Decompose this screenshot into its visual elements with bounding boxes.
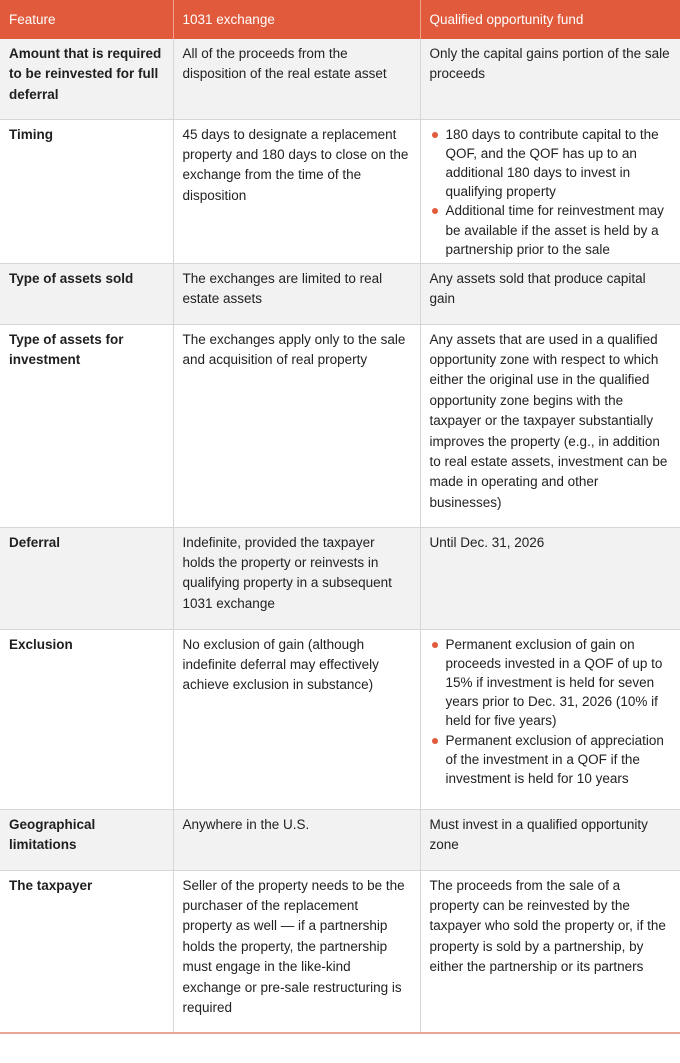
header-qualified-opportunity-fund: Qualified opportunity fund bbox=[420, 0, 680, 39]
exchange-cell: Anywhere in the U.S. bbox=[173, 809, 420, 870]
feature-cell: Type of assets for investment bbox=[0, 324, 173, 527]
exchange-cell: All of the proceeds from the disposition of the real estate asset bbox=[173, 39, 420, 119]
qof-cell bbox=[420, 629, 680, 809]
bullet-dot-icon bbox=[432, 642, 438, 648]
table-row bbox=[0, 324, 680, 527]
qof-cell: The proceeds from the sale of a property can be reinvested by the taxpayer who sold the property or, if the property is sold by a partnership, by either the partnership or its partners bbox=[420, 870, 680, 1033]
bullet-dot-icon bbox=[432, 738, 438, 744]
table-row bbox=[0, 527, 680, 629]
feature-cell: Deferral bbox=[0, 527, 173, 629]
bullet-text: Permanent exclusion of appreciation of the investment in a QOF if the investment is held for 10 years bbox=[445, 732, 664, 786]
feature-cell: Type of assets sold bbox=[0, 263, 173, 324]
exchange-cell: Indefinite, provided the taxpayer holds the property or reinvests in qualifying property in a subsequent 1031 exchange bbox=[173, 527, 420, 629]
feature-cell: Geographical limitations bbox=[0, 809, 173, 870]
list-item bbox=[430, 635, 672, 731]
table-row bbox=[0, 809, 680, 870]
exchange-cell: 45 days to designate a replacement property and 180 days to close on the exchange from the time of the disposition bbox=[173, 119, 420, 263]
header-row bbox=[0, 0, 680, 39]
qof-bullet-list bbox=[430, 635, 672, 789]
exchange-cell: No exclusion of gain (although indefinite deferral may effectively achieve exclusion in substance) bbox=[173, 629, 420, 809]
exchange-cell: Seller of the property needs to be the purchaser of the replacement property as well — if a partnership holds the property, the partnership must engage in the like-kind exchange or pre-sale restructuring is required bbox=[173, 870, 420, 1033]
qof-cell: Only the capital gains portion of the sale proceeds bbox=[420, 39, 680, 119]
header-1031-exchange: 1031 exchange bbox=[173, 0, 420, 39]
feature-cell: Timing bbox=[0, 119, 173, 263]
feature-cell: Exclusion bbox=[0, 629, 173, 809]
table-row bbox=[0, 870, 680, 1033]
bullet-text: 180 days to contribute capital to the QOF, and the QOF has up to an additional 180 days to invest in qualifying property bbox=[445, 126, 659, 200]
qof-cell: Must invest in a qualified opportunity zone bbox=[420, 809, 680, 870]
table-row bbox=[0, 39, 680, 119]
list-item bbox=[430, 731, 672, 789]
bullet-dot-icon bbox=[432, 132, 438, 138]
header-feature: Feature bbox=[0, 0, 173, 39]
qof-cell: Any assets sold that produce capital gain bbox=[420, 263, 680, 324]
qof-cell: Any assets that are used in a qualified opportunity zone with respect to which either the original use in the qualified opportunity zone begins with the taxpayer or the taxpayer substantially improves the property (e.g., in addition to real estate assets, investment can be made in operating and other businesses) bbox=[420, 324, 680, 527]
list-item bbox=[430, 125, 672, 202]
qof-cell bbox=[420, 119, 680, 263]
qof-bullet-list bbox=[430, 125, 672, 259]
list-item bbox=[430, 201, 672, 259]
qof-cell: Until Dec. 31, 2026 bbox=[420, 527, 680, 629]
table-row bbox=[0, 629, 680, 809]
bullet-text: Additional time for reinvestment may be available if the asset is held by a partnership prior to the sale bbox=[445, 203, 664, 257]
table-row bbox=[0, 119, 680, 263]
exchange-cell: The exchanges are limited to real estate assets bbox=[173, 263, 420, 324]
table-row bbox=[0, 263, 680, 324]
feature-cell: Amount that is required to be reinvested for full deferral bbox=[0, 39, 173, 119]
feature-cell: The taxpayer bbox=[0, 870, 173, 1033]
exchange-cell: The exchanges apply only to the sale and acquisition of real property bbox=[173, 324, 420, 527]
bullet-text: Permanent exclusion of gain on proceeds invested in a QOF of up to 15% if investment is held for seven years prior to Dec. 31, 2026 (10% if held for five years) bbox=[445, 636, 663, 729]
bullet-dot-icon bbox=[432, 208, 438, 214]
